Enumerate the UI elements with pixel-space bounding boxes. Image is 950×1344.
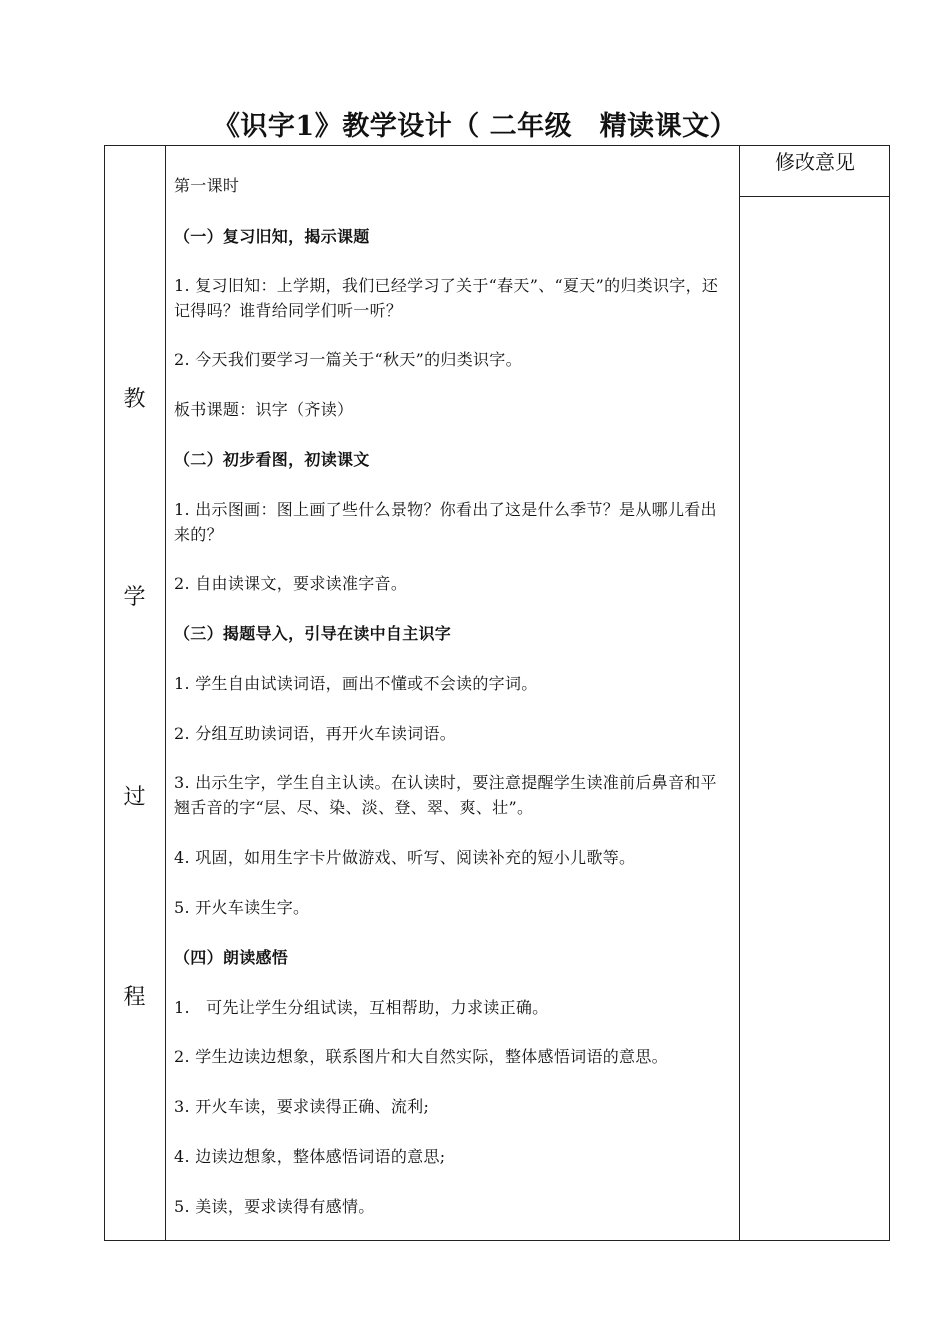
side-label-char-4: 程 [123, 985, 146, 1010]
comment-column-divider [739, 145, 740, 1241]
comment-header-divider [740, 196, 890, 197]
section-4-item-5: 5. 美读，要求读得有感情。 [174, 1197, 375, 1216]
section-3-item-3: 3. 出示生字，学生自主认读。在认读时，要注意提醒学生读准前后鼻音和平翘舌音的字“层、尽、染、淡、登、翠、爽、壮”。 [174, 773, 717, 817]
document-title: 《识字1》教学设计（ 二年级 精读课文） [212, 111, 738, 142]
side-column-divider [165, 145, 166, 1241]
section-4-item-3: 3. 开火车读，要求读得正确、流利; [174, 1097, 430, 1116]
section-3-heading: （三）揭题导入，引导在读中自主识字 [174, 624, 452, 643]
section-4-item-1: 1. 可先让学生分组试读，互相帮助，力求读正确。 [174, 998, 549, 1017]
section-1-item-1: 1. 复习旧知：上学期，我们已经学习了关于“春天”、“夏天”的归类识字，还记得吗？谁背给同学们听一听？ [174, 276, 719, 320]
comment-column-header: 修改意见 [775, 150, 855, 174]
section-1-heading: （一）复习旧知，揭示课题 [174, 227, 370, 246]
section-2-item-2: 2. 自由读课文，要求读准字音。 [174, 574, 408, 593]
section-4-heading: （四）朗读感悟 [174, 948, 289, 967]
section-4-item-2: 2. 学生边读边想象，联系图片和大自然实际，整体感悟词语的意思。 [174, 1047, 668, 1066]
side-label-char-2: 学 [123, 585, 146, 610]
section-2-item-1: 1. 出示图画：图上画了些什么景物？你看出了这是什么季节？是从哪儿看出来的？ [174, 500, 717, 544]
section-2-heading: （二）初步看图，初读课文 [174, 450, 370, 469]
section-3-item-1: 1. 学生自由试读词语，画出不懂或不会读的字词。 [174, 674, 538, 693]
section-3-item-2: 2. 分组互助读词语，再开火车读词语。 [174, 724, 457, 743]
section-4-item-4: 4. 边读边想象，整体感悟词语的意思; [174, 1147, 446, 1166]
table-left-border [104, 145, 105, 1241]
side-label-char-3: 过 [123, 785, 146, 810]
side-label-char-1: 教 [123, 387, 146, 412]
section-1-item-3: 板书课题：识字（齐读） [174, 400, 354, 419]
table-bottom-border [104, 1240, 890, 1241]
section-1-item-2: 2. 今天我们要学习一篇关于“秋天”的归类识字。 [174, 350, 522, 369]
lesson-number: 第一课时 [174, 176, 240, 195]
table-right-border [889, 145, 890, 1241]
section-3-item-4: 4. 巩固，如用生字卡片做游戏、听写、阅读补充的短小儿歌等。 [174, 848, 636, 867]
table-top-border [104, 145, 740, 146]
section-3-item-5: 5. 开火车读生字。 [174, 898, 310, 917]
